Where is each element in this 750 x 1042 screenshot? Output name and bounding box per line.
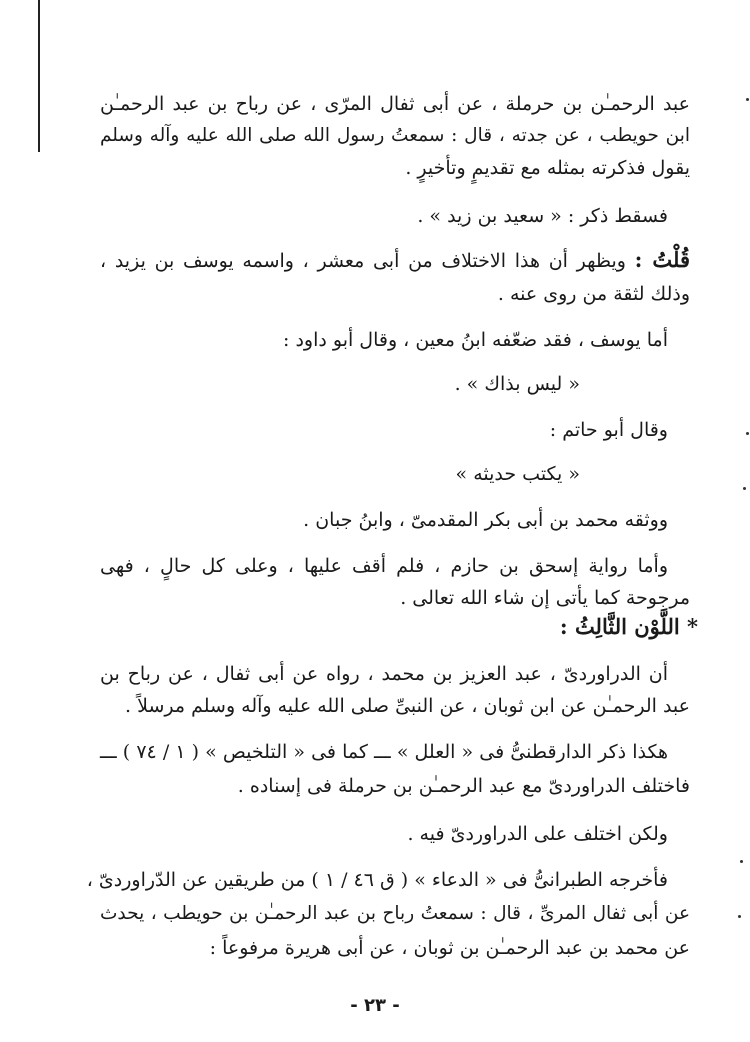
text-line: مرجوحة كما يأتى إن شاء الله تعالى .	[400, 587, 690, 609]
scan-speck	[746, 432, 749, 435]
scan-speck	[743, 487, 746, 490]
text-line: يقول فذكرته بمثله مع تقديمٍ وتأخيرٍ .	[405, 157, 690, 179]
text-line: عن أبى ثفال المرىِّ ، قال : سمعتُ رباح بن عبد الرحمـٰن بن حويطب ، يحدث	[100, 903, 690, 924]
text-line: هكذا ذكر الدارقطنىُّ فى « العلل » ـــ كما فى « التلخيص » ( ١ / ٧٤ ) ـــ	[100, 741, 668, 763]
text-line: عبد الرحمـٰن عن ابن ثوبان ، عن النبىِّ صلى الله عليه وآله وسلم مرسلاً .	[125, 695, 690, 717]
text-line: أن الدراوردىّ ، عبد العزيز بن محمد ، رواه عن أبى ثفال ، عن رباح بن	[100, 663, 668, 685]
text-line	[100, 246, 690, 275]
left-margin-rule	[38, 0, 40, 152]
text-line: فاختلف الدراوردىّ مع عبد الرحمـٰن بن حرملة فى إسناده .	[237, 775, 690, 797]
quote-line: « يكتب حديثه »	[455, 463, 580, 485]
text-line: ووثقه محمد بن أبى بكر المقدمىّ ، وابنُ جبان .	[303, 509, 668, 531]
section-heading: * اللَّوْن الثَّالِثُ :	[559, 614, 698, 639]
text-line: وأما رواية إسحق بن حازم ، فلم أقف عليها ، وعلى كل حالٍ ، فهى	[100, 555, 668, 577]
text-line: ابن حويطب ، عن جدته ، قال : سمعتُ رسول الله صلى الله عليه وآله وسلم	[100, 125, 690, 146]
text-line: وقال أبو حاتم :	[549, 419, 668, 441]
scan-speck	[740, 860, 743, 863]
text-line: عبد الرحمـٰن بن حرملة ، عن أبى ثفال المرّى ، عن رباح بن عبد الرحمـٰن	[100, 93, 690, 115]
scan-speck	[738, 915, 741, 918]
text-line: عن محمد بن عبد الرحمـٰن بن ثوبان ، عن أبى هريرة مرفوعاً :	[209, 937, 690, 959]
text-line: فسقط ذكر : « سعيد بن زيد » .	[417, 205, 668, 227]
text-line: فأخرجه الطبرانىُّ فى « الدعاء » ( ق ٤٦ / ١ ) من طريقين عن الدّراوردىّ ،	[86, 869, 668, 891]
scan-speck	[746, 98, 749, 101]
text-line: أما يوسف ، فقد ضعّفه ابنُ معين ، وقال أبو داود :	[283, 329, 668, 351]
quote-line: « ليس بذاك » .	[454, 373, 580, 395]
text-line: ولكن اختلف على الدراوردىّ فيه .	[407, 823, 668, 845]
qultu-label: قُلْتُ :	[634, 247, 690, 272]
page-number: - ٢٣ -	[350, 995, 400, 1016]
text-line-rest: ويظهر أن هذا الاختلاف من أبى معشر ، واسمه يوسف بن يزيد ،	[100, 250, 626, 272]
text-line: وذلك لثقة من روى عنه .	[497, 283, 690, 305]
